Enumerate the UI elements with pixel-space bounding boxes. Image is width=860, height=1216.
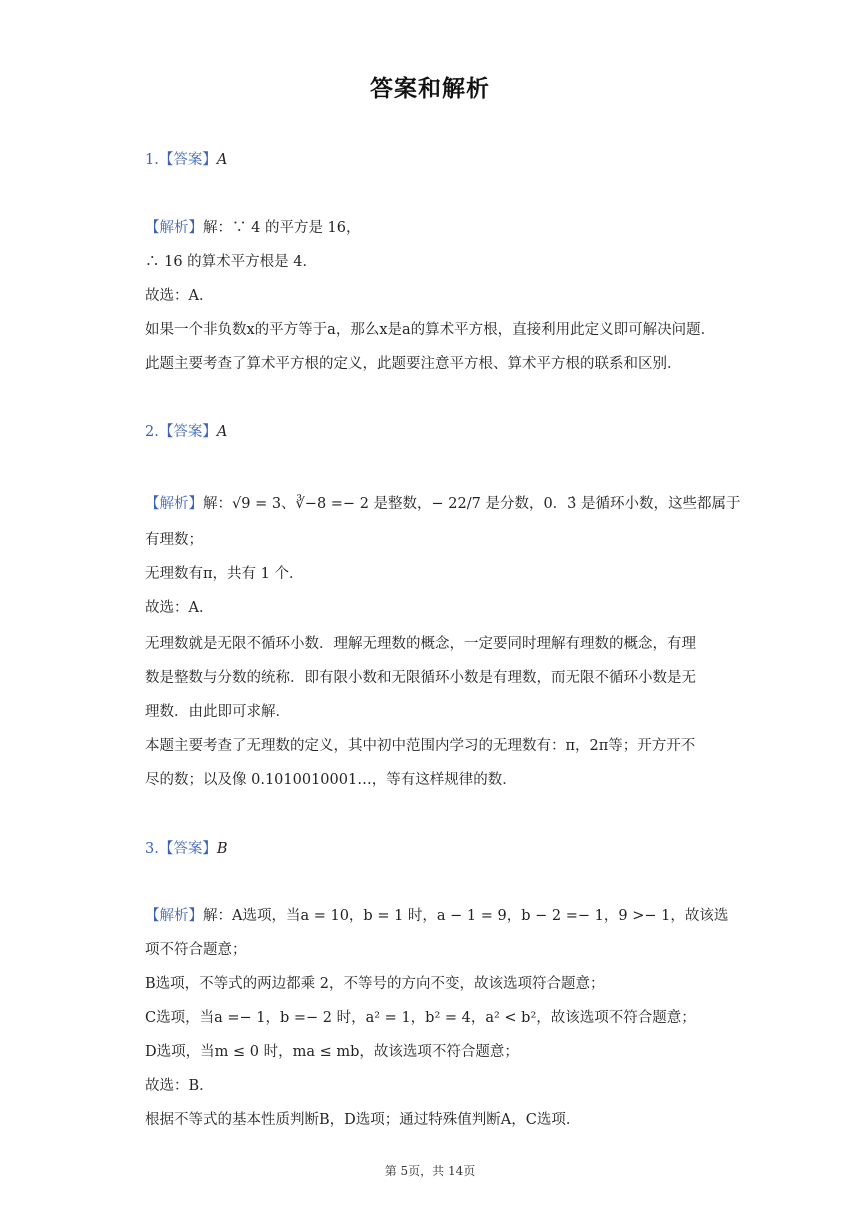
q3-line-7: 根据不等式的基本性质判断B，D选项；通过特殊值判断A，C选项． <box>145 1112 581 1128</box>
q2-line-7: 理数．由此即可求解． <box>145 704 290 720</box>
q2-line-8: 本题主要考查了无理数的定义，其中初中范围内学习的无理数有：π，2π等；开方开不 <box>145 738 696 754</box>
q3-answer-label: 【答案】 <box>158 841 217 857</box>
page-title: 答案和解析 <box>370 76 490 102</box>
q2-line-4: 故选：A． <box>145 600 214 616</box>
q3-line-4: C选项，当a =− 1，b =− 2 时，a² = 1，b² = 4，a² < b²，故该选项不符合题意； <box>145 1010 696 1026</box>
q2-line-2: 有理数； <box>145 532 203 548</box>
q3-number: 3. <box>145 841 159 857</box>
q1-analysis-line <box>145 217 720 239</box>
q1-line-5: 此题主要考查了算术平方根的定义，此题要注意平方根、算术平方根的联系和区别． <box>145 356 682 372</box>
q1-line-3: 故选：A． <box>145 288 214 304</box>
q2-line-3: 无理数有π，共有 1 个． <box>145 566 304 582</box>
q3-analysis-label: 【解析】 <box>145 908 203 924</box>
q1-analysis-text: 解：∵ 4 的平方是 16， <box>203 220 361 236</box>
q2-answer-value: A <box>216 424 228 440</box>
q2-analysis-label: 【解析】 <box>145 496 203 512</box>
q2-analysis-text: 解：√9 = 3、∛−8 =− 2 是整数，− 22/7 是分数，0．3̇ 是循环小数，这些都属于 <box>203 496 741 512</box>
q2-line-9: 尽的数；以及像 0.1010010001…，等有这样规律的数． <box>145 772 517 788</box>
q2-line-5: 无理数就是无限不循环小数．理解无理数的概念，一定要同时理解有理数的概念，有理 <box>145 636 696 652</box>
q2-line-6: 数是整数与分数的统称．即有限小数和无限循环小数是有理数，而无限不循环小数是无 <box>145 670 696 686</box>
q3-line-2: 项不符合题意； <box>145 942 247 958</box>
q1-answer-label: 【答案】 <box>158 152 217 168</box>
q3-analysis-text: 解：A选项，当a = 10，b = 1 时，a − 1 = 9，b − 2 =− 1，9 >− 1，故该选 <box>203 908 729 924</box>
q1-line-2: ∴ 16 的算术平方根是 4． <box>145 254 318 270</box>
q1-number: 1. <box>145 152 159 168</box>
q3-answer-value: B <box>216 841 228 857</box>
q2-answer-label: 【答案】 <box>158 424 217 440</box>
q2-number: 2. <box>145 424 159 440</box>
q3-line-5: D选项，当m ≤ 0 时，ma ≤ mb，故该选项不符合题意； <box>145 1044 519 1060</box>
q1-line-4: 如果一个非负数x的平方等于a，那么x是a的算术平方根，直接利用此定义即可解决问题． <box>145 322 716 338</box>
q2-analysis-line <box>145 493 741 515</box>
q3-answer-line <box>145 838 720 860</box>
page-footer: 第 5页，共 14页 <box>384 1164 476 1178</box>
q1-analysis-label: 【解析】 <box>145 220 203 236</box>
q3-line-6: 故选：B． <box>145 1078 214 1094</box>
q3-line-3: B选项，不等式的两边都乘 2，不等号的方向不变，故该选项符合题意； <box>145 976 605 992</box>
q1-answer-value: A <box>216 152 228 168</box>
q1-answer-line <box>145 149 720 171</box>
q2-answer-line <box>145 421 720 443</box>
q3-analysis-line <box>145 905 729 927</box>
